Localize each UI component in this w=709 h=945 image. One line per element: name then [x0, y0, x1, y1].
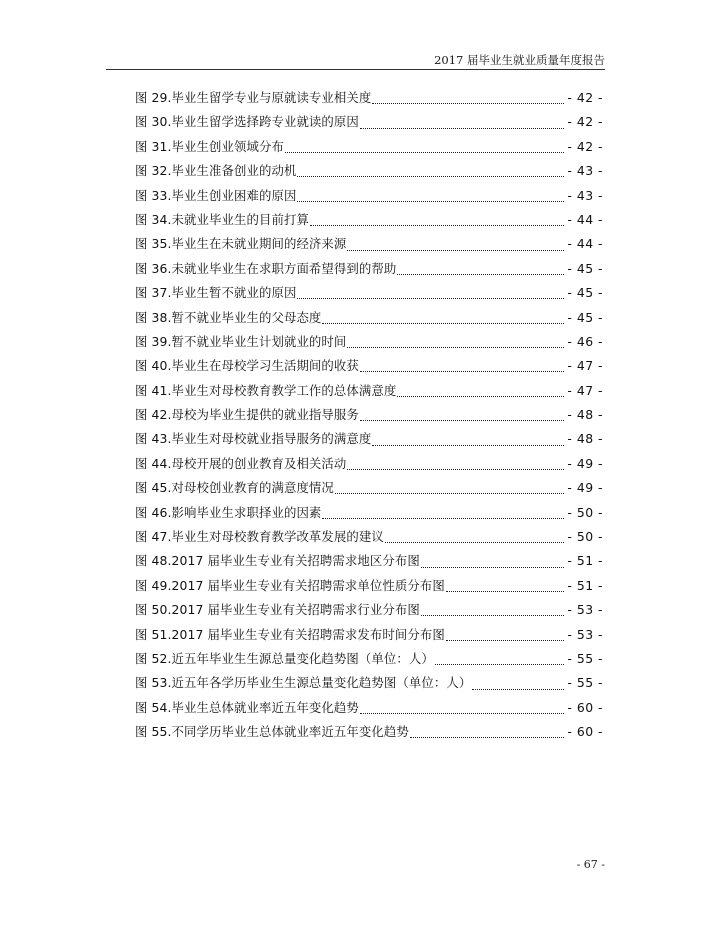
toc-entry[interactable]: [135, 306, 603, 330]
dot-leader: [360, 712, 565, 714]
toc-entry-page: - 45 -: [567, 285, 603, 301]
toc-entry-page: - 60 -: [567, 699, 603, 715]
toc-entry-label: 图 35.毕业生在未就业期间的经济来源: [135, 236, 347, 252]
toc-entry-page: - 53 -: [567, 626, 603, 642]
toc-entry[interactable]: [135, 257, 603, 281]
dot-leader: [446, 590, 565, 592]
toc-entry-label: 图 46.影响毕业生求职择业的因素: [135, 504, 322, 520]
toc-entry[interactable]: [135, 525, 603, 549]
dot-leader: [322, 322, 564, 324]
toc-entry-page: - 43 -: [567, 163, 603, 179]
toc-entry-label: 图 44.母校开展的创业教育及相关活动: [135, 455, 347, 471]
toc-entry[interactable]: [135, 281, 603, 305]
dot-leader: [360, 127, 565, 129]
toc-entry-page: - 55 -: [567, 675, 603, 691]
toc-entry[interactable]: [135, 501, 603, 525]
toc-entry-label: 图 45.对母校创业教育的满意度情况: [135, 480, 334, 496]
figure-list: [135, 86, 603, 745]
toc-entry-label: 图 43.毕业生对母校就业指导服务的满意度: [135, 431, 372, 447]
dot-leader: [297, 297, 564, 299]
toc-entry-page: - 44 -: [567, 236, 603, 252]
dot-leader: [297, 175, 564, 177]
toc-entry-page: - 49 -: [567, 480, 603, 496]
dot-leader: [347, 346, 564, 348]
dot-leader: [385, 541, 565, 543]
toc-entry-page: - 45 -: [567, 309, 603, 325]
page-number: - 67 -: [576, 858, 605, 871]
toc-entry-page: - 60 -: [567, 724, 603, 740]
header-divider: [106, 69, 605, 70]
toc-entry[interactable]: [135, 574, 603, 598]
toc-entry-page: - 50 -: [567, 529, 603, 545]
dot-leader: [310, 224, 564, 226]
toc-entry-page: - 44 -: [567, 211, 603, 227]
toc-entry-label: 图 53.近五年各学历毕业生生源总量变化趋势图（单位：人）: [135, 675, 472, 691]
toc-entry-label: 图 37.毕业生暂不就业的原因: [135, 285, 297, 301]
toc-entry-label: 图 41.毕业生对母校教育教学工作的总体满意度: [135, 382, 397, 398]
toc-entry-label: 图 51.2017 届毕业生专业有关招聘需求发布时间分布图: [135, 626, 445, 642]
toc-entry-label: 图 30.毕业生留学选择跨专业就读的原因: [135, 114, 359, 130]
toc-entry-page: - 42 -: [567, 90, 603, 105]
dot-leader: [397, 395, 564, 397]
toc-entry[interactable]: [135, 208, 603, 232]
toc-entry-page: - 45 -: [567, 260, 603, 276]
toc-entry[interactable]: [135, 647, 603, 671]
dot-leader: [410, 736, 565, 738]
toc-entry[interactable]: [135, 135, 603, 159]
toc-entry-label: 图 52.近五年毕业生生源总量变化趋势图（单位：人）: [135, 650, 434, 666]
toc-entry-page: - 51 -: [567, 553, 603, 569]
dot-leader: [472, 688, 564, 690]
toc-entry[interactable]: [135, 110, 603, 134]
toc-entry-label: 图 55.不同学历毕业生总体就业率近五年变化趋势: [135, 724, 409, 740]
dot-leader: [360, 419, 565, 421]
toc-entry[interactable]: [135, 598, 603, 622]
toc-entry-page: - 49 -: [567, 455, 603, 471]
dot-leader: [421, 614, 565, 616]
toc-entry-label: 图 34.未就业毕业生的目前打算: [135, 211, 309, 227]
toc-entry-label: 图 33.毕业生创业困难的原因: [135, 187, 297, 203]
dot-leader: [285, 151, 564, 153]
toc-entry-label: 图 49.2017 届毕业生专业有关招聘需求单位性质分布图: [135, 577, 445, 593]
toc-entry-page: - 47 -: [567, 382, 603, 398]
toc-entry-label: 图 29.毕业生留学专业与原就读专业相关度: [135, 90, 372, 105]
toc-entry[interactable]: [135, 427, 603, 451]
toc-entry-label: 图 39.暂不就业毕业生计划就业的时间: [135, 333, 347, 349]
dot-leader: [347, 468, 564, 470]
toc-entry[interactable]: [135, 696, 603, 720]
toc-entry-label: 图 36.未就业毕业生在求职方面希望得到的帮助: [135, 260, 397, 276]
toc-entry[interactable]: [135, 720, 603, 744]
toc-entry-label: 图 42.母校为毕业生提供的就业指导服务: [135, 407, 359, 423]
toc-entry-label: 图 38.暂不就业毕业生的父母态度: [135, 309, 322, 325]
toc-entry[interactable]: [135, 354, 603, 378]
toc-entry[interactable]: [135, 232, 603, 256]
dot-leader: [435, 663, 565, 665]
toc-entry[interactable]: [135, 403, 603, 427]
toc-entry-page: - 53 -: [567, 602, 603, 618]
toc-entry-page: - 42 -: [567, 114, 603, 130]
dot-leader: [421, 566, 565, 568]
header-title: 2017 届毕业生就业质量年度报告: [434, 53, 605, 67]
toc-entry-label: 图 31.毕业生创业领域分布: [135, 138, 284, 154]
dot-leader: [372, 102, 564, 104]
dot-leader: [372, 444, 564, 446]
toc-entry-page: - 48 -: [567, 431, 603, 447]
toc-entry-page: - 42 -: [567, 138, 603, 154]
toc-entry-page: - 48 -: [567, 407, 603, 423]
toc-entry[interactable]: [135, 159, 603, 183]
dot-leader: [335, 492, 564, 494]
toc-entry[interactable]: [135, 86, 603, 110]
toc-entry-page: - 55 -: [567, 650, 603, 666]
toc-entry[interactable]: [135, 549, 603, 573]
toc-entry-label: 图 54.毕业生总体就业率近五年变化趋势: [135, 699, 359, 715]
toc-entry[interactable]: [135, 330, 603, 354]
toc-entry[interactable]: [135, 452, 603, 476]
toc-entry-label: 图 48.2017 届毕业生专业有关招聘需求地区分布图: [135, 553, 420, 569]
toc-entry-page: - 47 -: [567, 358, 603, 374]
toc-entry[interactable]: [135, 184, 603, 208]
toc-entry[interactable]: [135, 671, 603, 695]
toc-entry-label: 图 40.毕业生在母校学习生活期间的收获: [135, 358, 359, 374]
dot-leader: [360, 370, 565, 372]
toc-entry[interactable]: [135, 476, 603, 500]
toc-entry-label: 图 50.2017 届毕业生专业有关招聘需求行业分布图: [135, 602, 420, 618]
toc-entry[interactable]: [135, 379, 603, 403]
toc-entry-page: - 50 -: [567, 504, 603, 520]
toc-entry-page: - 46 -: [567, 333, 603, 349]
toc-entry-page: - 51 -: [567, 577, 603, 593]
toc-entry-page: - 43 -: [567, 187, 603, 203]
dot-leader: [446, 639, 565, 641]
dot-leader: [397, 273, 564, 275]
toc-entry-label: 图 47.毕业生对母校教育教学改革发展的建议: [135, 529, 384, 545]
toc-entry-label: 图 32.毕业生准备创业的动机: [135, 163, 297, 179]
dot-leader: [322, 517, 564, 519]
dot-leader: [297, 200, 564, 202]
toc-entry[interactable]: [135, 623, 603, 647]
dot-leader: [347, 249, 564, 251]
